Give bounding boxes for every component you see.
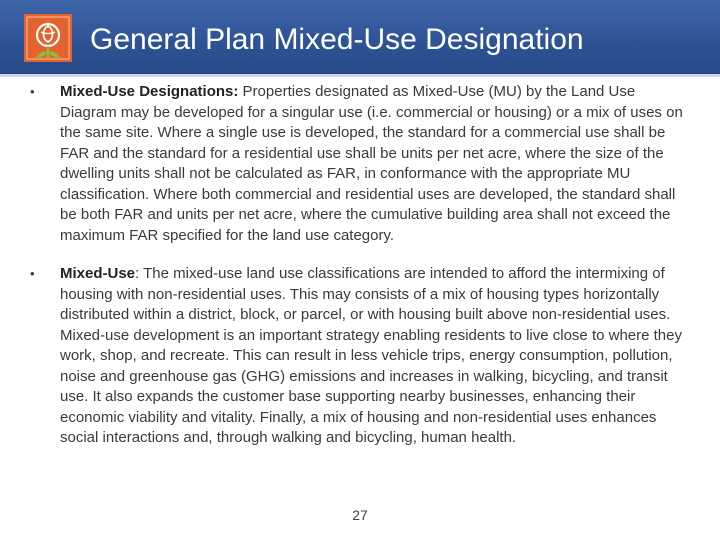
page-number: 27 [352, 507, 368, 523]
bullet-text: Properties designated as Mixed-Use (MU) by the Land Use Diagram may be developed for a singular use (i.e. commercial or housing) or a mix of uses on the same site. Where a single use is developed, the standard for a commercial use shall be FAR and the standard for a residential use shall be units per net acre, where the size of the dwelling units shall not be calculated as FAR, in conformance with the appropriate MU classification. Where both commercial and residential uses are developed, the standard shall be both FAR and units per net acre, where the cumulative building area shall not exceed the maximum FAR specified for the land use category. [60, 83, 683, 244]
bullet-item [30, 82, 690, 246]
slide-body [30, 82, 690, 449]
bullet-text: : The mixed-use land use classifications are intended to afford the intermixing of housing with non-residential uses. This may consists of a mix of housing types horizontally distributed within a district, block, or parcel, or with housing built above non-residential uses. Mixed-use development is an important strategy enabling residents to live close to where they work, shop, and recreate. This can result in less vehicle trips, energy consumption, pollution, noise and greenhouse gas (GHG) emissions and increases in walking, bicycling, and transit use. It also expands the customer base supporting nearby businesses, enhancing their economic viability and vitality. Finally, a mix of housing and non-residential uses enhances social interactions and, through walking and bicycling, human health. [60, 265, 682, 446]
header-divider [0, 74, 720, 77]
title-bar [0, 0, 720, 74]
bullet-marker: • [30, 84, 35, 99]
bullet-marker: • [30, 266, 35, 281]
slide-title: General Plan Mixed-Use Designation [90, 23, 584, 56]
rose-logo-icon [24, 14, 72, 62]
bullet-item [30, 264, 690, 449]
bullet-term: Mixed-Use [60, 265, 136, 282]
bullet-term: Mixed-Use Designations: [60, 83, 239, 100]
